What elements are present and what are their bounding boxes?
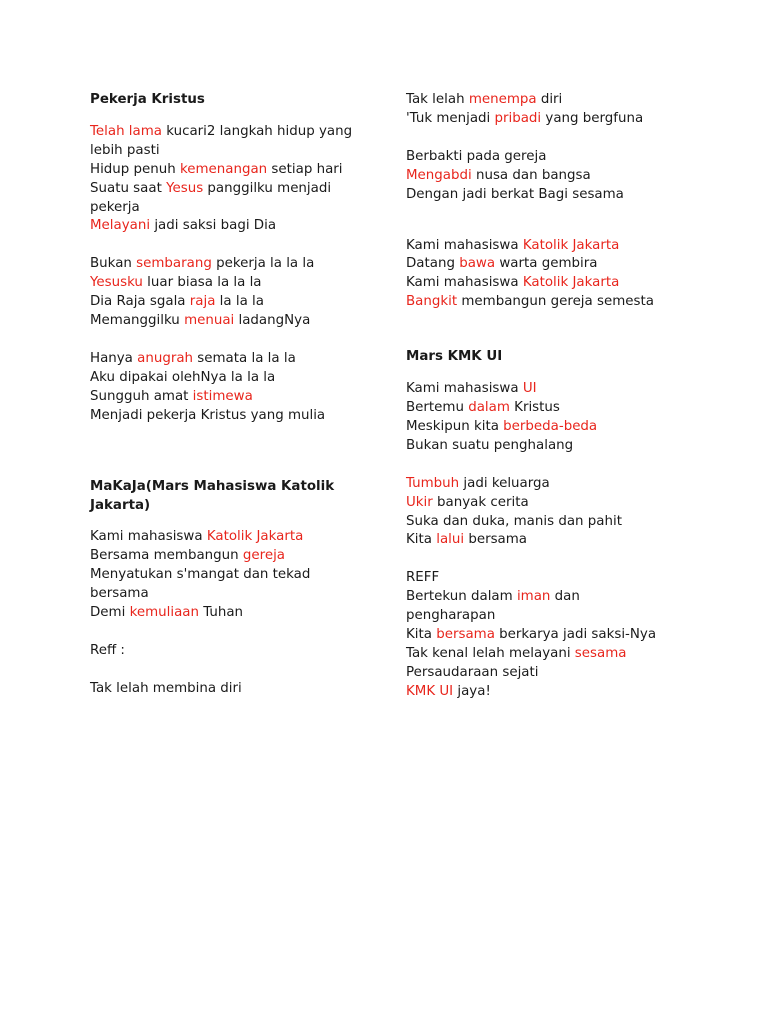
lyric-text: banyak cerita bbox=[432, 494, 529, 510]
lyric-text: bersama bbox=[90, 586, 149, 602]
lyric-line bbox=[406, 255, 706, 274]
lyric-text: jadi keluarga bbox=[459, 475, 550, 491]
lyric-line bbox=[406, 607, 706, 626]
highlighted-word: UI bbox=[522, 381, 537, 397]
highlighted-word: menuai bbox=[184, 313, 235, 329]
highlighted-word: bawa bbox=[459, 256, 496, 272]
stanza bbox=[90, 528, 390, 623]
lyric-line bbox=[90, 217, 390, 236]
lyric-line bbox=[406, 475, 706, 494]
lyric-text: Bertekun dalam bbox=[406, 589, 517, 605]
lyric-line bbox=[90, 680, 390, 699]
highlighted-word: sesama bbox=[574, 645, 627, 661]
lyric-line bbox=[90, 180, 390, 199]
stanza bbox=[406, 237, 706, 313]
stanza bbox=[406, 91, 706, 129]
song-title-line: MaKaJa(Mars Mahasiswa Katolik bbox=[90, 478, 335, 494]
right-column bbox=[406, 91, 706, 721]
lyric-text: Hanya bbox=[90, 350, 138, 366]
lyric-text: Menyatukan s'mangat dan tekad bbox=[90, 567, 311, 583]
lyric-line bbox=[90, 547, 390, 566]
stanza bbox=[406, 569, 706, 701]
highlighted-word: gereja bbox=[242, 548, 285, 564]
lyric-text: setiap hari bbox=[267, 161, 343, 177]
lyric-line bbox=[90, 604, 390, 623]
lyric-text: Demi bbox=[90, 605, 130, 621]
lyric-text: Bukan bbox=[90, 256, 137, 272]
stanza bbox=[90, 680, 390, 699]
highlighted-word: berbeda-beda bbox=[503, 418, 598, 434]
highlighted-word: sembarang bbox=[136, 256, 212, 272]
lyric-line bbox=[406, 293, 706, 312]
song-title-line: Jakarta) bbox=[90, 497, 151, 513]
lyric-text: jaya! bbox=[453, 683, 491, 699]
song-lyrics bbox=[90, 123, 390, 426]
lyric-line bbox=[406, 626, 706, 645]
lyric-line bbox=[406, 237, 706, 256]
lyric-text: Memanggilku bbox=[90, 313, 185, 329]
lyric-text: Tak lelah membina diri bbox=[90, 680, 242, 696]
song-title-mars-kmk-ui: Mars KMK UI bbox=[406, 349, 503, 365]
lyric-line bbox=[406, 569, 706, 588]
lyric-text: pekerja bbox=[90, 199, 140, 215]
lyric-text: Suka dan duka, manis dan pahit bbox=[406, 513, 622, 529]
lyric-text: Tak kenal lelah melayani bbox=[406, 645, 575, 661]
stanza bbox=[90, 123, 390, 236]
lyric-line bbox=[90, 255, 390, 274]
lyric-text: yang bergfuna bbox=[541, 110, 644, 126]
stanza bbox=[406, 380, 706, 456]
highlighted-word: Mengabdi bbox=[406, 167, 472, 183]
highlighted-word: Katolik Jakarta bbox=[522, 275, 620, 291]
stanza bbox=[406, 148, 706, 205]
lyric-text: Kami mahasiswa bbox=[90, 529, 207, 545]
lyric-text: Bukan suatu penghalang bbox=[406, 437, 574, 453]
highlighted-word: Telah lama bbox=[90, 123, 162, 139]
lyric-line bbox=[90, 369, 390, 388]
highlighted-word: dalam bbox=[468, 399, 510, 415]
lyric-text: Meskipun kita bbox=[406, 418, 504, 434]
highlighted-word: lalui bbox=[436, 532, 465, 548]
lyric-text: Sungguh amat bbox=[90, 388, 193, 404]
lyric-line bbox=[90, 161, 390, 180]
lyric-line bbox=[90, 350, 390, 369]
lyric-text: pekerja la la la bbox=[211, 256, 315, 272]
lyric-text: Berbakti pada gereja bbox=[406, 148, 547, 164]
highlighted-word: Bangkit bbox=[406, 294, 458, 310]
lyric-text: membangun gereja semesta bbox=[457, 294, 654, 310]
lyric-text: luar biasa la la la bbox=[142, 275, 262, 291]
lyric-text: warta gembira bbox=[495, 256, 598, 272]
lyric-text: jadi saksi bagi Dia bbox=[150, 218, 277, 234]
highlighted-word: istimewa bbox=[192, 388, 253, 404]
lyric-text: dan bbox=[550, 589, 580, 605]
highlighted-word: Yesusku bbox=[90, 275, 143, 291]
lyric-text: Suatu saat bbox=[90, 180, 167, 196]
highlighted-word: kemuliaan bbox=[129, 605, 199, 621]
highlighted-word: Katolik Jakarta bbox=[522, 237, 620, 253]
lyric-text: Aku dipakai olehNya la la la bbox=[90, 369, 276, 385]
lyric-text: berkarya jadi saksi-Nya bbox=[494, 627, 657, 643]
lyric-line bbox=[406, 167, 706, 186]
lyric-line bbox=[90, 312, 390, 331]
lyric-text: Tak lelah bbox=[406, 92, 469, 107]
lyric-text: REFF bbox=[406, 570, 440, 586]
highlighted-word: raja bbox=[189, 294, 216, 310]
highlighted-word: bersama bbox=[436, 627, 495, 643]
lyric-text: Tuhan bbox=[198, 605, 244, 621]
lyric-line bbox=[406, 148, 706, 167]
highlighted-word: Katolik Jakarta bbox=[206, 529, 304, 545]
lyric-line bbox=[90, 199, 390, 218]
lyric-text: Datang bbox=[406, 256, 460, 272]
lyric-text: nusa dan bangsa bbox=[471, 167, 591, 183]
song-lyrics bbox=[406, 380, 706, 702]
lyric-text: bersama bbox=[464, 532, 528, 548]
lyric-line bbox=[90, 566, 390, 585]
highlighted-word: kemenangan bbox=[180, 161, 268, 177]
song-lyrics bbox=[90, 528, 390, 698]
lyric-line bbox=[90, 407, 390, 426]
lyric-text: ladangNya bbox=[234, 313, 311, 329]
lyric-line bbox=[406, 274, 706, 293]
lyric-text: Kami mahasiswa bbox=[406, 381, 523, 397]
lyric-text: diri bbox=[536, 92, 563, 107]
lyric-text: Kami mahasiswa bbox=[406, 237, 523, 253]
highlighted-word: Tumbuh bbox=[406, 475, 460, 491]
lyric-text: kucari2 langkah hidup yang bbox=[162, 123, 353, 139]
lyric-text: semata la la la bbox=[193, 350, 296, 366]
lyric-line bbox=[406, 437, 706, 456]
lyric-line bbox=[406, 399, 706, 418]
lyric-line bbox=[90, 388, 390, 407]
lyric-text: lebih pasti bbox=[90, 142, 160, 158]
lyric-text: pengharapan bbox=[406, 608, 496, 624]
highlighted-word: menempa bbox=[468, 92, 537, 107]
lyric-line bbox=[406, 380, 706, 399]
stanza bbox=[90, 642, 390, 661]
lyric-text: Hidup penuh bbox=[90, 161, 180, 177]
highlighted-word: anugrah bbox=[137, 350, 194, 366]
lyric-line bbox=[90, 142, 390, 161]
lyric-line bbox=[90, 528, 390, 547]
lyric-text: Kami mahasiswa bbox=[406, 275, 523, 291]
lyric-line bbox=[406, 186, 706, 205]
lyric-line bbox=[406, 588, 706, 607]
lyric-line bbox=[406, 91, 706, 110]
stanza bbox=[90, 350, 390, 426]
highlighted-word: Ukir bbox=[406, 494, 433, 510]
song-title-pekerja-kristus: Pekerja Kristus bbox=[90, 92, 205, 107]
lyric-line bbox=[406, 494, 706, 513]
lyric-text: Dengan jadi berkat Bagi sesama bbox=[406, 186, 624, 202]
lyric-line bbox=[90, 642, 390, 661]
lyric-text: panggilku menjadi bbox=[203, 180, 332, 196]
lyric-line bbox=[406, 664, 706, 683]
lyric-text: la la la bbox=[215, 294, 264, 310]
lyric-line bbox=[406, 645, 706, 664]
highlighted-word: iman bbox=[516, 589, 551, 605]
lyric-line bbox=[90, 274, 390, 293]
highlighted-word: Melayani bbox=[90, 218, 151, 234]
lyric-text: Persaudaraan sejati bbox=[406, 664, 539, 680]
left-column bbox=[90, 91, 390, 718]
lyric-text: Reff : bbox=[90, 642, 125, 658]
song-title-makaja bbox=[90, 478, 390, 516]
lyric-text: Dia Raja sgala bbox=[90, 294, 190, 310]
lyric-line bbox=[406, 683, 706, 702]
lyric-text: Menjadi pekerja Kristus yang mulia bbox=[90, 407, 326, 423]
highlighted-word: Yesus bbox=[166, 180, 204, 196]
lyric-text: Kristus bbox=[509, 399, 560, 415]
lyric-line bbox=[406, 513, 706, 532]
highlighted-word: KMK UI bbox=[406, 683, 454, 699]
lyric-text: Bertemu bbox=[406, 399, 469, 415]
lyric-line bbox=[406, 110, 706, 129]
lyric-line bbox=[90, 585, 390, 604]
lyric-line bbox=[90, 123, 390, 142]
lyric-line bbox=[406, 531, 706, 550]
highlighted-word: pribadi bbox=[494, 110, 542, 126]
lyric-text: Kita bbox=[406, 627, 437, 643]
lyric-line bbox=[406, 418, 706, 437]
stanza bbox=[406, 475, 706, 551]
stanza bbox=[90, 255, 390, 331]
lyric-line bbox=[90, 293, 390, 312]
lyric-text: Bersama membangun bbox=[90, 548, 243, 564]
song-lyrics-continued bbox=[406, 91, 706, 312]
lyric-text: Kita bbox=[406, 532, 437, 548]
lyric-text: 'Tuk menjadi bbox=[406, 110, 495, 126]
